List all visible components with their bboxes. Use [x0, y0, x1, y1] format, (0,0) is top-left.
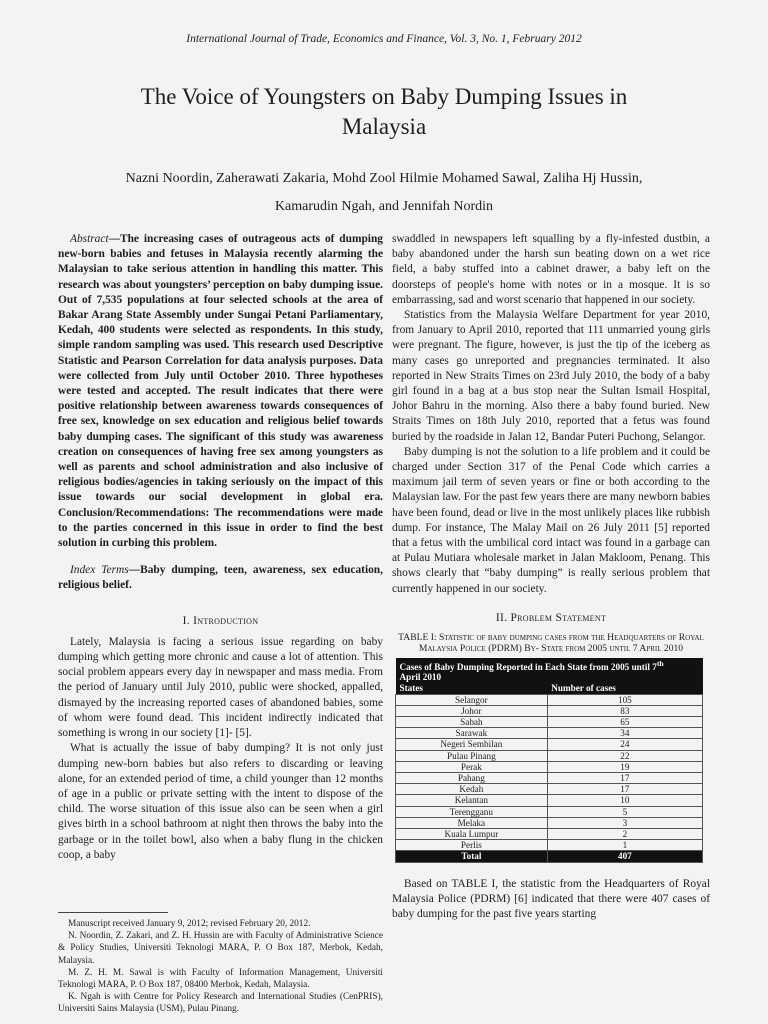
table-banner-main: Cases of Baby Dumping Reported in Each State from 2005 until 7 — [399, 661, 657, 672]
table-cell-state: Negeri Sembilan — [396, 739, 548, 750]
title-line-1: The Voice of Youngsters on Baby Dumping Issues in — [140, 84, 628, 109]
abstract-text: —The increasing cases of outrageous acts of dumping new-born babies and fetuses in Malaysia recently alarming the Malaysian to take serious attention in handling this matter. This research was about youngsters’ perception on baby dumping issue. Out of 7,535 populations at four selected schools at the area of Bakar Arang State Assembly under Sungai Petani Parliamentary, Kedah, 400 students were selected as respondents. In this study, simple random sampling was used. This research used Descriptive Statistic and Pearson Correlation for data analysis purposes. Data were collected from July until October 2010. Three hypotheses were tested and accepted. The result indicates that there were positive relationship between awareness towards consequences of free sex, knowledge on sex education and religious belief towards baby dumping cases. The significant of this study was awareness creation on consequences of having free sex among youngsters as well as parents and school administration and also inclusive of religious bodies/agencies in taking seriously on the impact of this issue towards our social development in global era. Conclusion/Recommendations: The recommendations were made to the parties concerned in this issue in order to find the best solution in curbing this problem. — [58, 233, 383, 550]
table-cell-state: Sarawak — [396, 728, 548, 739]
table-cell-cases: 1 — [547, 840, 702, 851]
table-cell-state: Perak — [396, 761, 548, 772]
right-paragraph-1: swaddled in newspapers left squalling by a fly-infested dustbin, a baby abandoned under the harsh sun beating down on a wet rice field, a baby stuffed into a cabinet drawer, a baby left on the doorsteps of people's home with notes or in a mosque. It is so embarrassing, sad and worst scenario that happened in our society. — [392, 233, 710, 306]
table-cell-state: Terengganu — [396, 806, 548, 817]
table-cell-state: Melaka — [396, 817, 548, 828]
right-paragraph-after-table: Based on TABLE I, the statistic from the Headquarters of Royal Malaysia Police (PDRM) [6] indicated that there were 407 cases of baby dumping for the past five years starting — [392, 877, 710, 921]
table-body — [396, 694, 703, 862]
section-heading-introduction: I. Introduction — [182, 614, 259, 627]
intro-paragraph-2: What is actually the issue of baby dumping? It is not only just dumping new-born babies but also refers to discarding or leaving alone, for an extended period of time, a child younger than 12 months of age in a public or private setting with the intent to dispose of the child. The worse situation of this issue also can be seen when a girl gives birth in a school bathroom at night then throws the baby into the garbage or in the toilet bowl, also when a baby flung in the chicken coop, a baby — [58, 742, 383, 861]
table-cell-state: Perlis — [396, 840, 548, 851]
table-cell-state: Kedah — [396, 784, 548, 795]
table-row — [396, 772, 703, 783]
table-cell-state: Kuala Lumpur — [396, 829, 548, 840]
baby-dumping-table — [395, 658, 703, 863]
table-cell-cases: 3 — [547, 817, 702, 828]
index-terms-text: —Baby dumping, teen, awareness, sex education, religious belief. — [58, 564, 383, 592]
table-cell-cases: 17 — [547, 772, 702, 783]
table-caption-prefix: TABLE I: — [398, 632, 439, 644]
table-cell-cases: 2 — [547, 829, 702, 840]
footnotes — [58, 918, 383, 1016]
right-column — [392, 232, 710, 922]
table-row — [396, 784, 703, 795]
table-row — [396, 694, 703, 705]
table-row — [396, 716, 703, 727]
table-cell-cases: 22 — [547, 750, 702, 761]
table-header-cases: Number of cases — [547, 683, 702, 694]
table-cell-cases: 34 — [547, 728, 702, 739]
section-heading-problem-statement: II. Problem Statement — [495, 611, 607, 624]
table-banner — [396, 658, 703, 683]
table-cell-state: Sabah — [396, 716, 548, 727]
table-total-row — [396, 851, 703, 862]
running-head: International Journal of Trade, Economics and Finance, Vol. 3, No. 1, February 2012 — [186, 33, 582, 45]
right-paragraph-3: Baby dumping is not the solution to a life problem and it could be charged under Section 317 of the Penal Code which carries a maximum jail term of seven years or fine or both according to the Malaysian law. For the past few years there are many newborn babies have been found, dead or live in the most unlikely places like rubbish dump. For instance, The Malay Mail on 26 July 2011 [5] reported that a fetus with the umbilical cord intact was found in a garbage can at Pulau Mutiara wholesale market in Jalan Makloom, Penang. This shows clearly that “baby dumping” is really serious problem that currently happened in our society. — [392, 445, 710, 595]
table-row — [396, 761, 703, 772]
intro-paragraph-1: Lately, Malaysia is facing a serious issue regarding on baby dumping which getting more chronic and cause a lot of attention. This social problem appears every day in newspaper and mass media. From the period of January until July 2010, public were shocked, appalled, dismayed by the increasing reported cases of abandoned babies, some of whom were found dead. This incident indirectly indicated that something is wrong in our society [1]- [5]. — [58, 635, 383, 740]
table-row — [396, 750, 703, 761]
table-row — [396, 829, 703, 840]
table-cell-state: Johor — [396, 705, 548, 716]
table-banner-line2: April 2010 — [399, 672, 442, 683]
table-cell-cases: 24 — [547, 739, 702, 750]
table-row — [396, 840, 703, 851]
footnote-affiliation-2: M. Z. H. M. Sawal is with Faculty of Information Management, Universiti Teknologi MARA, P. O Box 187, 08400 Merbok, Kedah, Malaysia. — [58, 967, 383, 991]
footnote-affiliation-1: N. Noordin, Z. Zakari, and Z. H. Hussin are with Faculty of Administrative Science & Policy Studies, Universiti Teknologi MARA, P. O Box 187, Merbok, Kedah, Malaysia. — [58, 931, 383, 966]
left-column — [58, 232, 383, 863]
table-cell-cases: 5 — [547, 806, 702, 817]
table-row — [396, 739, 703, 750]
abstract — [58, 232, 383, 551]
author-list — [60, 165, 708, 221]
table-total-value: 407 — [547, 851, 702, 862]
authors-line-1: Nazni Noordin, Zaherawati Zakaria, Mohd Zool Hilmie Mohamed Sawal, Zaliha Hj Hussin, — [125, 171, 643, 186]
title-line-2: Malaysia — [341, 114, 427, 139]
table-cell-cases: 17 — [547, 784, 702, 795]
table-caption-text: Statistic of baby dumping cases from the Headquarters of Royal Malaysia Police (PDRM) By- State from 2005 until 7 April 2010 — [418, 632, 704, 655]
table-cell-cases: 105 — [547, 694, 702, 705]
table-row — [396, 705, 703, 716]
table-header-states: States — [396, 683, 548, 694]
table-cell-state: Kelantan — [396, 795, 548, 806]
table-cell-state: Selangor — [396, 694, 548, 705]
table-row — [396, 728, 703, 739]
paper-title — [60, 82, 708, 142]
right-paragraph-2: Statistics from the Malaysia Welfare Department for year 2010, from January to April 2010, reported that 111 unmarried young girls were pregnant. The figure, however, is just the tip of the iceberg as many cases go unreported and pregnancies terminated. It also reported in New Straits Times on 23rd July 2010, the body of a baby girl found in a bag at a bus stop near the Sultan Ismail Hospital, Johor Bahru in the morning. Also there a baby found buried. New Straits Times on 18th July 2010, reported that a fetus was found buried by the roadside in Jalan 12, Bandar Puteri Puchong, Selangor. — [392, 309, 710, 443]
footnote-affiliation-3: K. Ngah is with Centre for Policy Research and International Studies (CenPRIS), Universiti Sains Malaysia (USM), Pulau Pinang. — [58, 992, 383, 1015]
table-cell-cases: 65 — [547, 716, 702, 727]
table-cell-state: Pahang — [396, 772, 548, 783]
table-caption — [392, 632, 710, 655]
table-total-label: Total — [396, 851, 548, 862]
table-cell-cases: 10 — [547, 795, 702, 806]
footnote-received: Manuscript received January 9, 2012; revised February 20, 2012. — [68, 919, 311, 929]
table-row — [396, 817, 703, 828]
table-cell-cases: 83 — [547, 705, 702, 716]
table-banner-sup: th — [656, 658, 664, 668]
index-terms-label: Index Terms — [70, 564, 129, 577]
index-terms — [58, 563, 383, 593]
table-row — [396, 795, 703, 806]
abstract-label: Abstract — [70, 233, 109, 245]
table-row — [396, 806, 703, 817]
authors-line-2: Kamarudin Ngah, and Jennifah Nordin — [274, 199, 494, 214]
table-cell-state: Pulau Pinang — [396, 750, 548, 761]
table-cell-cases: 19 — [547, 761, 702, 772]
footnote-rule — [58, 912, 168, 913]
